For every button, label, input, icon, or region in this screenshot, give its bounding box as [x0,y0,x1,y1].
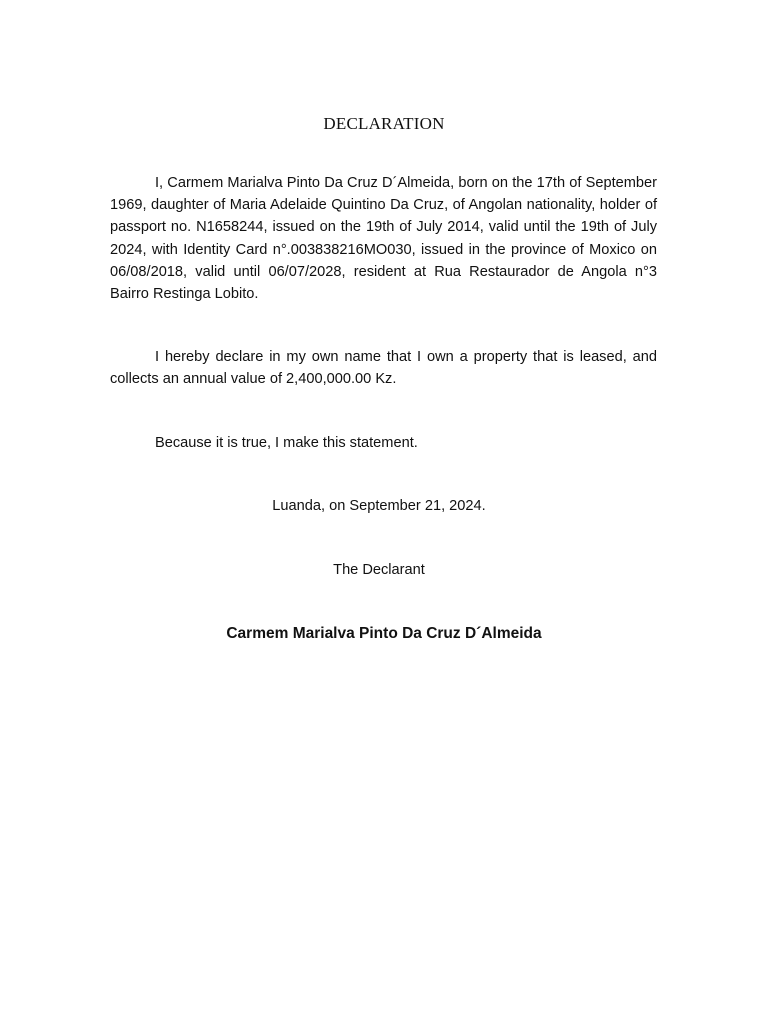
closing-statement-paragraph: Because it is true, I make this statement. [155,435,418,451]
declarant-name-signature: Carmem Marialva Pinto Da Cruz D´Almeida [226,625,542,642]
document-title: DECLARATION [323,114,445,133]
declaration-statement-paragraph: I hereby declare in my own name that I own a property that is leased, and collects an annual value of 2,400,000.00 Kz. [110,349,657,388]
declarant-label: The Declarant [333,562,425,578]
place-and-date: Luanda, on September 21, 2024. [272,498,486,514]
declarant-identity-paragraph: I, Carmem Marialva Pinto Da Cruz D´Almeida, born on the 17th of September 1969, daughter of Maria Adelaide Quintino Da Cruz, of Angolan nationality, holder of passport no. N1658244, issued on the 19th of July 2014, valid until the 19th of July 2024, with Identity Card n°.003838216MO030, issued in the province of Moxico on 06/08/2018, valid until 06/07/2028, resident at Rua Restaurador de Angola n°3 Bairro Restinga Lobito. [110,175,657,303]
